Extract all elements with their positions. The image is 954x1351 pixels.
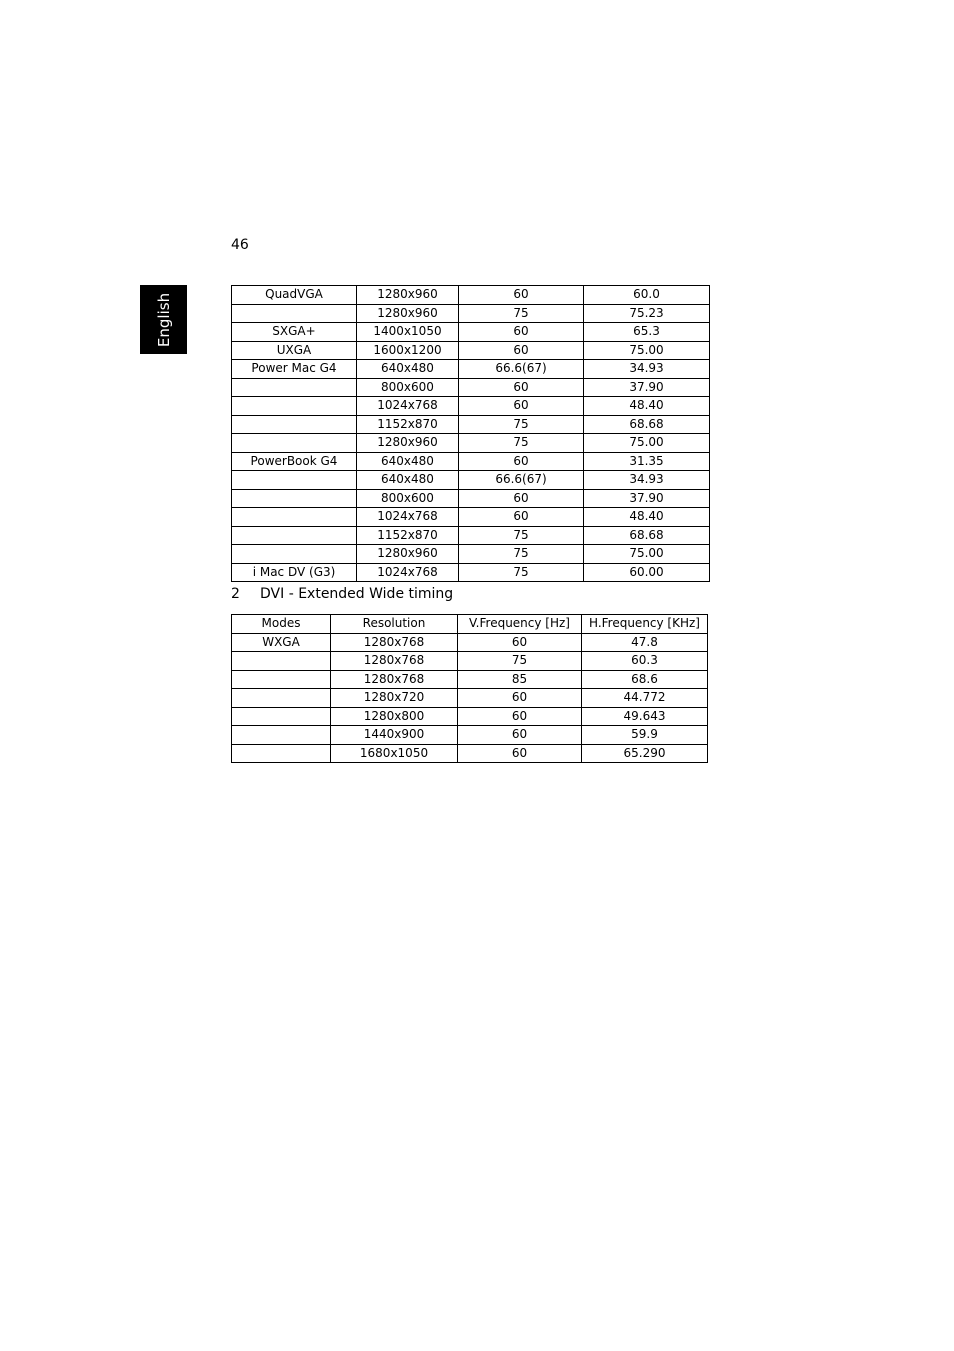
resolution-cell: 1152x870 xyxy=(357,415,459,434)
h-frequency-cell: 60.3 xyxy=(582,652,708,671)
mode-cell: SXGA+ xyxy=(232,323,357,342)
mode-cell xyxy=(232,652,331,671)
table-row xyxy=(232,707,708,726)
mode-cell: Power Mac G4 xyxy=(232,360,357,379)
mode-cell xyxy=(232,707,331,726)
mode-cell xyxy=(232,471,357,490)
h-frequency-cell: 48.40 xyxy=(584,508,710,527)
header-modes: Modes xyxy=(232,615,331,634)
v-frequency-cell: 60 xyxy=(458,689,582,708)
table-row xyxy=(232,434,710,453)
mode-cell xyxy=(232,689,331,708)
resolution-cell: 1024x768 xyxy=(357,397,459,416)
table-row xyxy=(232,563,710,582)
table-row xyxy=(232,689,708,708)
page-number: 46 xyxy=(231,237,249,253)
v-frequency-cell: 85 xyxy=(458,670,582,689)
v-frequency-cell: 60 xyxy=(458,707,582,726)
h-frequency-cell: 47.8 xyxy=(582,633,708,652)
h-frequency-cell: 34.93 xyxy=(584,471,710,490)
table-row xyxy=(232,341,710,360)
mode-cell xyxy=(232,397,357,416)
v-frequency-cell: 66.6(67) xyxy=(459,360,584,379)
resolution-cell: 1280x960 xyxy=(357,304,459,323)
resolution-cell: 1440x900 xyxy=(331,726,458,745)
table-row xyxy=(232,360,710,379)
timing-table-mac xyxy=(231,285,710,582)
v-frequency-cell: 75 xyxy=(459,415,584,434)
resolution-cell: 1400x1050 xyxy=(357,323,459,342)
language-tab-label: English xyxy=(154,292,173,347)
mode-cell: i Mac DV (G3) xyxy=(232,563,357,582)
mode-cell xyxy=(232,526,357,545)
section-heading xyxy=(231,586,453,602)
mode-cell xyxy=(232,545,357,564)
timing-table-dvi-wide xyxy=(231,614,708,763)
table-row xyxy=(232,397,710,416)
mode-cell xyxy=(232,726,331,745)
h-frequency-cell: 75.23 xyxy=(584,304,710,323)
resolution-cell: 1280x768 xyxy=(331,670,458,689)
h-frequency-cell: 65.3 xyxy=(584,323,710,342)
mode-cell: UXGA xyxy=(232,341,357,360)
v-frequency-cell: 60 xyxy=(459,489,584,508)
h-frequency-cell: 48.40 xyxy=(584,397,710,416)
table-row xyxy=(232,726,708,745)
v-frequency-cell: 75 xyxy=(459,526,584,545)
table-row xyxy=(232,652,708,671)
header-resolution: Resolution xyxy=(331,615,458,634)
v-frequency-cell: 60 xyxy=(458,744,582,763)
resolution-cell: 1280x960 xyxy=(357,434,459,453)
v-frequency-cell: 60 xyxy=(458,726,582,745)
h-frequency-cell: 60.0 xyxy=(584,286,710,305)
table-row xyxy=(232,452,710,471)
v-frequency-cell: 60 xyxy=(459,323,584,342)
mode-cell xyxy=(232,744,331,763)
resolution-cell: 1280x720 xyxy=(331,689,458,708)
table-row xyxy=(232,744,708,763)
h-frequency-cell: 75.00 xyxy=(584,434,710,453)
table-row xyxy=(232,489,710,508)
h-frequency-cell: 44.772 xyxy=(582,689,708,708)
mode-cell xyxy=(232,434,357,453)
v-frequency-cell: 60 xyxy=(459,286,584,305)
v-frequency-cell: 60 xyxy=(459,341,584,360)
h-frequency-cell: 68.68 xyxy=(584,415,710,434)
v-frequency-cell: 60 xyxy=(458,633,582,652)
h-frequency-cell: 34.93 xyxy=(584,360,710,379)
table-row xyxy=(232,378,710,397)
v-frequency-cell: 66.6(67) xyxy=(459,471,584,490)
h-frequency-cell: 49.643 xyxy=(582,707,708,726)
table-row xyxy=(232,526,710,545)
section-title: DVI - Extended Wide timing xyxy=(260,586,454,602)
mode-cell xyxy=(232,670,331,689)
language-tab xyxy=(140,285,187,354)
h-frequency-cell: 37.90 xyxy=(584,378,710,397)
section-number: 2 xyxy=(231,586,240,602)
table-row xyxy=(232,508,710,527)
table-row xyxy=(232,304,710,323)
table-row xyxy=(232,415,710,434)
header-v-frequency: V.Frequency [Hz] xyxy=(458,615,582,634)
resolution-cell: 800x600 xyxy=(357,378,459,397)
h-frequency-cell: 75.00 xyxy=(584,341,710,360)
mode-cell xyxy=(232,304,357,323)
h-frequency-cell: 68.68 xyxy=(584,526,710,545)
table-row xyxy=(232,286,710,305)
resolution-cell: 1280x960 xyxy=(357,286,459,305)
h-frequency-cell: 68.6 xyxy=(582,670,708,689)
h-frequency-cell: 37.90 xyxy=(584,489,710,508)
mode-cell xyxy=(232,415,357,434)
v-frequency-cell: 75 xyxy=(459,434,584,453)
v-frequency-cell: 75 xyxy=(459,563,584,582)
table-row xyxy=(232,323,710,342)
table-header-row xyxy=(232,615,708,634)
mode-cell xyxy=(232,489,357,508)
header-h-frequency: H.Frequency [KHz] xyxy=(582,615,708,634)
resolution-cell: 1600x1200 xyxy=(357,341,459,360)
resolution-cell: 1280x768 xyxy=(331,633,458,652)
mode-cell: QuadVGA xyxy=(232,286,357,305)
h-frequency-cell: 31.35 xyxy=(584,452,710,471)
v-frequency-cell: 60 xyxy=(459,508,584,527)
table-row xyxy=(232,471,710,490)
v-frequency-cell: 60 xyxy=(459,397,584,416)
v-frequency-cell: 60 xyxy=(459,378,584,397)
resolution-cell: 640x480 xyxy=(357,360,459,379)
table-row xyxy=(232,633,708,652)
h-frequency-cell: 60.00 xyxy=(584,563,710,582)
resolution-cell: 1280x960 xyxy=(357,545,459,564)
h-frequency-cell: 59.9 xyxy=(582,726,708,745)
h-frequency-cell: 75.00 xyxy=(584,545,710,564)
table-row xyxy=(232,545,710,564)
resolution-cell: 1280x768 xyxy=(331,652,458,671)
resolution-cell: 1152x870 xyxy=(357,526,459,545)
mode-cell xyxy=(232,508,357,527)
resolution-cell: 1024x768 xyxy=(357,563,459,582)
h-frequency-cell: 65.290 xyxy=(582,744,708,763)
resolution-cell: 1024x768 xyxy=(357,508,459,527)
resolution-cell: 1280x800 xyxy=(331,707,458,726)
mode-cell xyxy=(232,378,357,397)
table-row xyxy=(232,670,708,689)
resolution-cell: 800x600 xyxy=(357,489,459,508)
v-frequency-cell: 75 xyxy=(459,304,584,323)
mode-cell: PowerBook G4 xyxy=(232,452,357,471)
resolution-cell: 1680x1050 xyxy=(331,744,458,763)
resolution-cell: 640x480 xyxy=(357,471,459,490)
v-frequency-cell: 60 xyxy=(459,452,584,471)
mode-cell: WXGA xyxy=(232,633,331,652)
v-frequency-cell: 75 xyxy=(459,545,584,564)
resolution-cell: 640x480 xyxy=(357,452,459,471)
v-frequency-cell: 75 xyxy=(458,652,582,671)
